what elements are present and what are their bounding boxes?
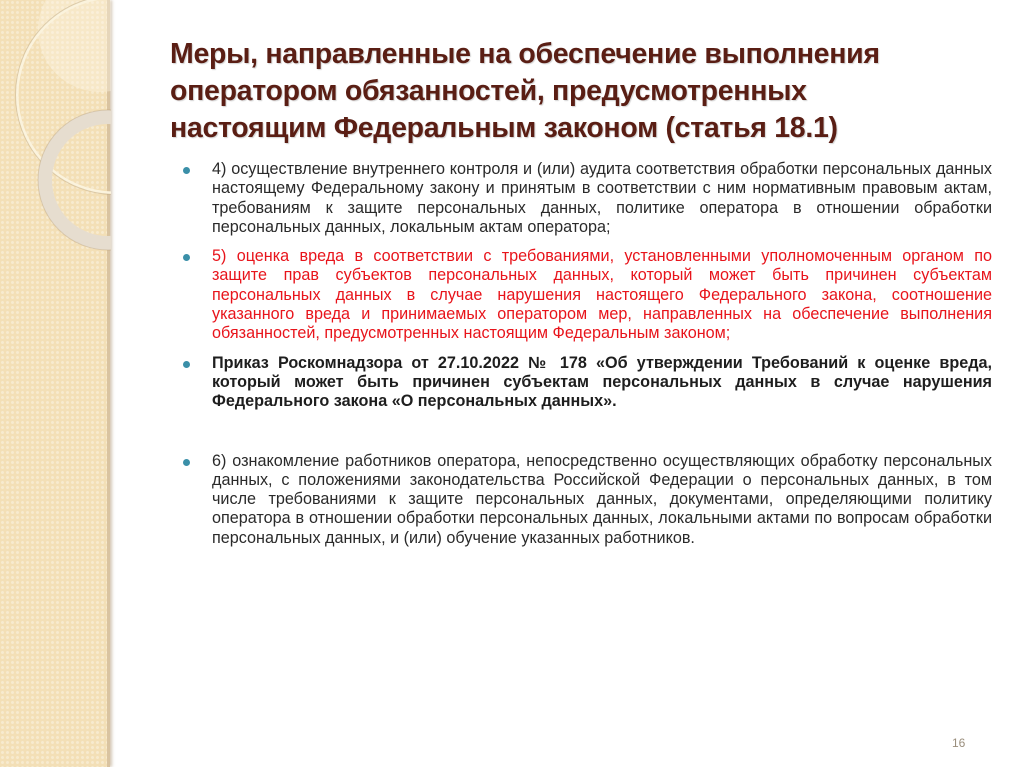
bullet-icon: [183, 167, 190, 174]
list-item-text: 6) ознакомление работников оператора, непосредственно осуществляющих обработку персональных данных, с положениями законодательства Российской Федерации о персональных данных, в том числе требованиями к защите персональных данных, документами, определяющими политику оператора в отношении обработки персональных данных, локальными актами по вопросам обработки персональных данных, и (или) обучение указанных работников.: [212, 451, 992, 547]
list-item-internal-control: [180, 160, 992, 237]
list-item-text: Приказ Роскомнадзора от 27.10.2022 № 178 «Об утверждении Требований к оценке вреда, который может быть причинен субъектам персональных данных в случае нарушения Федерального закона «О персональных данных».: [212, 353, 992, 411]
list-item-roskomnadzor-order: [180, 354, 992, 412]
decorative-side-band: [0, 0, 110, 767]
bullet-icon: [183, 254, 190, 261]
bullet-icon: [183, 361, 190, 368]
list-item-text: 5) оценка вреда в соответствии с требованиями, установленными уполномоченным органом по защите прав субъектов персональных данных, который может быть причинен субъектам персональных данных в случае нарушения настоящего Федерального закона, соотношение указанного вреда и принимаемых оператором мер, направленных на обеспечение выполнения обязанностей, предусмотренных настоящим Федеральным законом;: [212, 247, 992, 343]
bullet-icon: [183, 459, 190, 466]
page-number: 16: [952, 736, 966, 750]
slide-content: [180, 160, 992, 548]
list-item-employee-training: [180, 452, 992, 548]
side-band-edge: [107, 0, 110, 767]
list-item-harm-assessment: [180, 247, 992, 343]
slide-title: Меры, направленные на обеспечение выполнения оператором обязанностей, предусмотренных настоящим Федеральным законом (статья 18.1): [170, 38, 880, 144]
list-item-text: 4) осуществление внутреннего контроля и (или) аудита соответствия обработки персональных данных настоящему Федеральному закону и принятым в соответствии с ним нормативным правовым актам, требованиям к защите персональных данных, политике оператора в отношении обработки персональных данных, локальным актам оператора;: [212, 160, 992, 236]
